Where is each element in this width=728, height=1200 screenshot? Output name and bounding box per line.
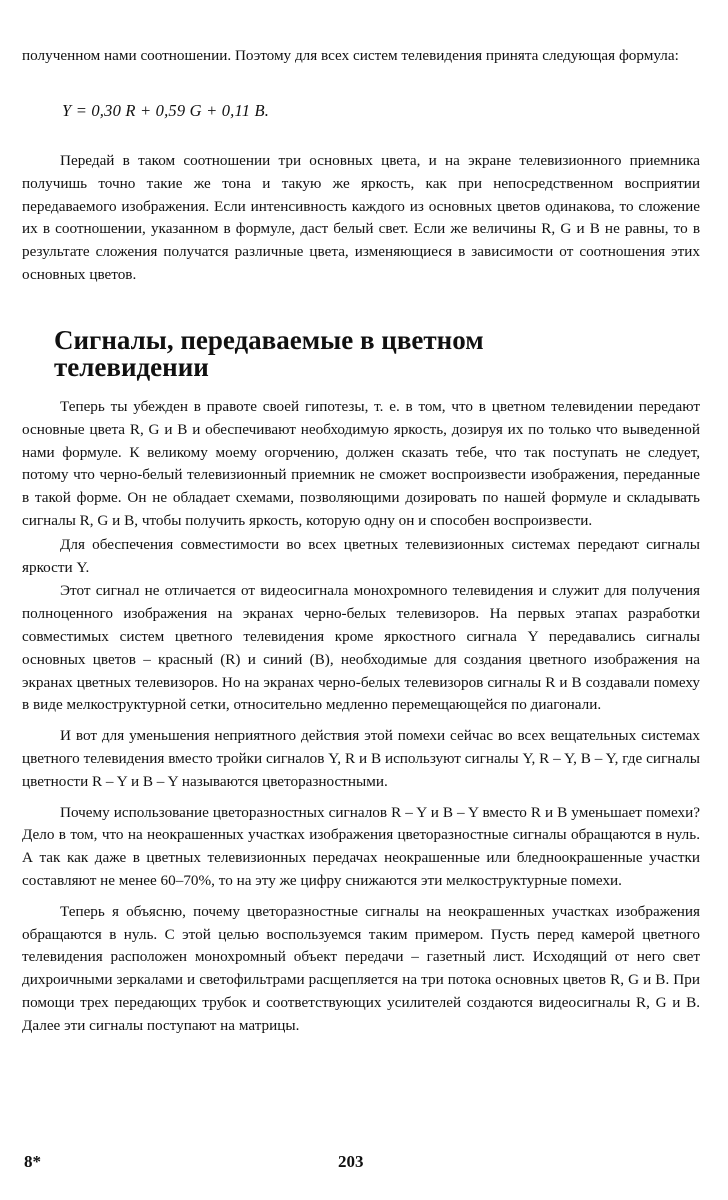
paragraph-intro: полученном нами соотношении. Поэтому для всех систем телевидения принята следующая формула: bbox=[22, 47, 679, 64]
paragraph-color-mixing: Передай в таком соотношении три основных цвета, и на экране телевизионного приемника получишь точно такие же тона и такую же яркость, как при непосредственном восприятии передаваемого изображения. Если интенсивность каждого из основных цветов одинакова, то сложение их в соотношении, указанном в формуле, даст белый свет. Если же величины R, G и B не равны, то в результате сложения получатся различные цвета, изменяющиеся в зависимости от соотношения этих основных цветов. bbox=[22, 152, 700, 283]
paragraph: И вот для уменьшения неприятного действия этой помехи сейчас во всех вещательных системах цветного телевидения вместо тройки сигналов Y, R и B используют сигналы Y, R – Y, B – Y, где сигналы цветности R – Y и B – Y называются цветоразностными. bbox=[22, 727, 700, 790]
section-body bbox=[22, 396, 700, 1038]
paragraph: Этот сигнал не отличается от видеосигнала монохромного телевидения и служит для получения полноценного изображения на экранах черно-белых телевизоров. На первых этапах разработки совместимых систем цветного телевидения кроме яркостного сигнала Y передавались сигналы основных цветов – красный (R) и синий (B), необходимые для создания цветного изображения на экранах цветных телевизоров. Но на экранах черно-белых телевизоров сигналы R и B создавали помеху в виде мелкоструктурной сетки, относительно медленно перемещающейся по диагонали. bbox=[22, 582, 700, 714]
paragraph: Теперь я объясню, почему цветоразностные сигналы на неокрашенных участках изображения обращаются в нуль. С этой целью воспользуемся таким примером. Пусть перед камерой цветного телевидения расположен монохромный объект передачи – газетный лист. Исходящий от него свет дихроичными зеркалами и светофильтрами расщепляется на три потока основных цветов R, G и B. При помощи трех передающих трубок и соответствующих усилителей создаются видеосигналы R, G и B. Далее эти сигналы поступают на матрицы. bbox=[22, 902, 700, 1034]
page-number: 203 bbox=[338, 1152, 364, 1171]
paragraph: Теперь ты убежден в правоте своей гипотезы, т. е. в том, что в цветном телевидении передают основные цвета R, G и B и обеспечивают необходимую яркость, дозируя их по только что выведенной нами формуле. К великому моему огорчению, должен сказать тебе, что так поступать не следует, потому что черно-белый телевизионный приемник не сможет воспроизвести изображения, переданные в такой форме. Он не обладает схемами, позволяющими дозировать по нашей формуле и складывать сигналы R, G и B, чтобы получить яркость, которую одну он и способен воспроизвести. bbox=[22, 398, 700, 529]
signature-mark: 8* bbox=[24, 1152, 41, 1171]
paragraph: Почему использование цветоразностных сигналов R – Y и B – Y вместо R и B уменьшает помехи? Дело в том, что на неокрашенных участках изображения цветоразностные сигналы обращаются в нуль. А так как даже в цветных телевизионных передачах неокрашенные или бледноокрашенные участки составляют не менее 60–70%, то на эту же цифру снижаются эти мелкоструктурные помехи. bbox=[22, 803, 700, 889]
luminance-formula: Y = 0,30 R + 0,59 G + 0,11 B. bbox=[62, 101, 270, 120]
paragraph: Для обеспечения совместимости во всех цветных телевизионных системах передают сигналы яркости Y. bbox=[22, 535, 700, 576]
section-heading: Сигналы, передаваемые в цветном телевидении bbox=[54, 325, 484, 382]
